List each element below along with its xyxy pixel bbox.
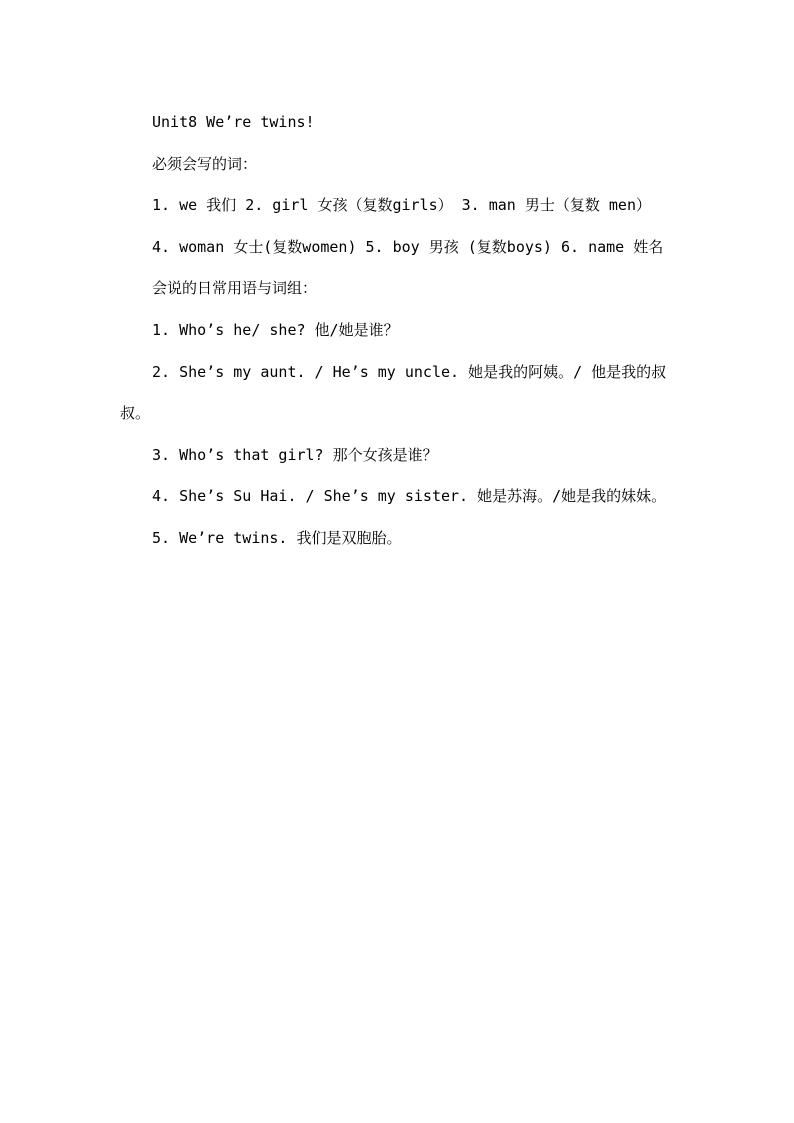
words-section-heading: 必须会写的词： [152, 154, 258, 173]
phrase-item-4: 4. She’s Su Hai. / She’s my sister. 她是苏海。/她是我的妹妹。 [152, 487, 667, 506]
document-body [120, 102, 680, 560]
phrase-item-1: 1. Who’s he/ she? 他/她是谁？ [152, 320, 399, 339]
phrase-item-5: 5. We’re twins. 我们是双胞胎。 [152, 528, 402, 547]
phrase-item-2: 2. She’s my aunt. / He’s my uncle. 她是我的阿姨。/ 他是我的叔叔。 [120, 362, 667, 423]
unit-title: Unit8 We’re twins! [152, 113, 315, 131]
vocabulary-line-1: 1. we 我们 2. girl 女孩（复数girls） 3. man 男士（复数 men） [152, 196, 651, 215]
phrases-section-heading: 会说的日常用语与词组： [152, 279, 318, 298]
phrase-item-3: 3. Who’s that girl? 那个女孩是谁？ [152, 445, 438, 464]
vocabulary-line-2: 4. woman 女士(复数women) 5. boy 男孩 (复数boys) 6. name 姓名 [152, 237, 664, 256]
